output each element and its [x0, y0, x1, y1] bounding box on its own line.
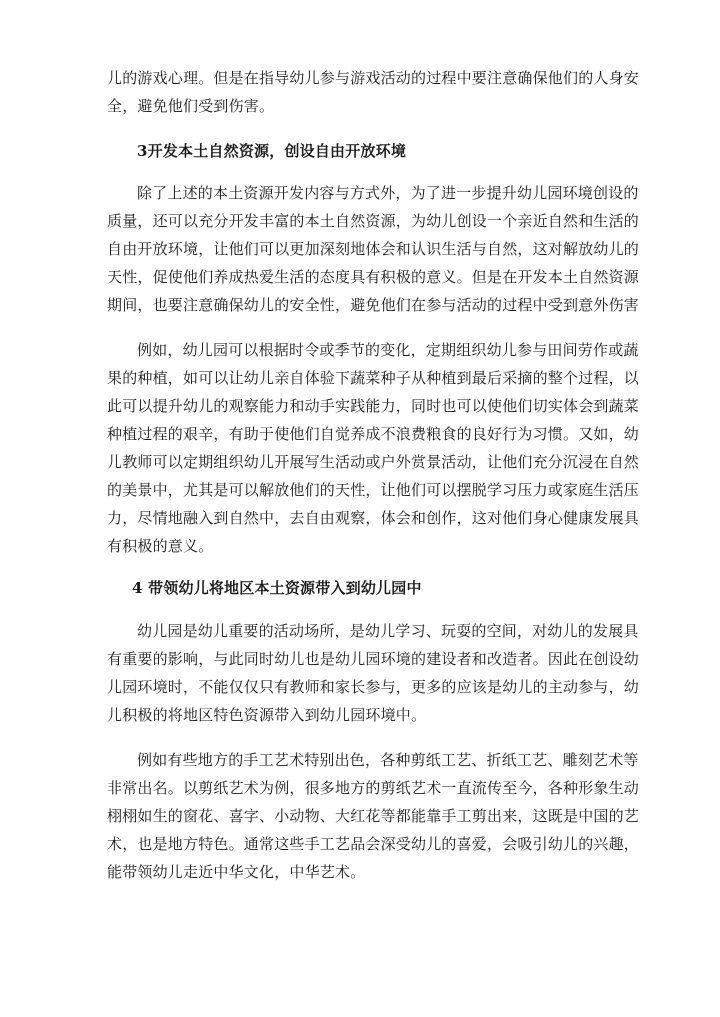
paragraph-line: 儿的游戏心理。但是在指导幼儿参与游戏活动的过程中要注意确保他们的人身安	[107, 69, 640, 87]
paragraph-line: 质量，还可以充分开发丰富的本土自然资源，为幼儿创设一个亲近自然和生活的	[107, 212, 640, 230]
paragraph-line: 例如，幼儿园可以根据时令或季节的变化，定期组织幼儿参与田间劳作或蔬	[137, 341, 639, 359]
paragraph-line: 天性，促使他们养成热爱生活的态度具有积极的意义。但是在开发本土自然资源	[107, 268, 640, 286]
paragraph-line: 儿教师可以定期组织幼儿开展写生活动或户外赏景活动，让他们充分沉浸在自然	[107, 453, 640, 471]
paragraph-line: 栩栩如生的窗花、喜字、小动物、大红花等都能靠手工剪出来，这既是中国的艺	[107, 807, 640, 825]
paragraph-line: 非常出名。以剪纸艺术为例，很多地方的剪纸艺术一直流传至今，各种形象生动	[107, 779, 640, 797]
paragraph-line: 全，避免他们受到伤害。	[107, 97, 275, 115]
paragraph-line: 种植过程的艰辛，有助于使他们自觉养成不浪费粮食的良好行为习惯。又如，幼	[107, 425, 640, 443]
paragraph-line: 例如有些地方的手工艺术特别出色，各种剪纸工艺、折纸工艺、雕刻艺术等	[137, 751, 639, 769]
paragraph-line: 力，尽情地融入到自然中，去自由观察，体会和创作，这对他们身心健康发展具	[107, 509, 640, 527]
paragraph-line: 此可以提升幼儿的观察能力和动手实践能力，同时也可以使他们切实体会到蔬菜	[107, 397, 640, 415]
paragraph-line: 幼儿园是幼儿重要的活动场所，是幼儿学习、玩耍的空间，对幼儿的发展具	[137, 622, 639, 640]
paragraph-line: 期间，也要注意确保幼儿的安全性，避免他们在参与活动的过程中受到意外伤害	[107, 296, 640, 314]
paragraph-line: 果的种植，如可以让幼儿亲自体验下蔬菜种子从种植到最后采摘的整个过程，以	[107, 369, 640, 387]
paragraph-line: 自由开放环境，让他们可以更加深刻地体会和认识生活与自然，这对解放幼儿的	[107, 240, 640, 258]
section-heading: 3开发本土自然资源，创设自由开放环境	[137, 142, 407, 160]
paragraph-line: 儿积极的将地区特色资源带入到幼儿园环境中。	[107, 706, 427, 724]
paragraph-line: 术，也是地方特色。通常这些手工艺品会深受幼儿的喜爱，会吸引幼儿的兴趣，	[107, 835, 640, 853]
paragraph-line: 能带领幼儿走近中华文化，中华艺术。	[107, 863, 366, 881]
paragraph-line: 儿园环境时，不能仅仅只有教师和家长参与，更多的应该是幼儿的主动参与，幼	[107, 678, 640, 696]
paragraph-line: 除了上述的本土资源开发内容与方式外，为了进一步提升幼儿园环境创设的	[137, 184, 639, 202]
paragraph-line: 有重要的影响，与此同时幼儿也是幼儿园环境的建设者和改造者。因此在创设幼	[107, 650, 640, 668]
paragraph-line: 的美景中，尤其是可以解放他们的天性，让他们可以摆脱学习压力或家庭生活压	[107, 481, 640, 499]
section-heading: 4 带领幼儿将地区本土资源带入到幼儿园中	[132, 579, 422, 597]
paragraph-line: 有积极的意义。	[107, 537, 214, 555]
